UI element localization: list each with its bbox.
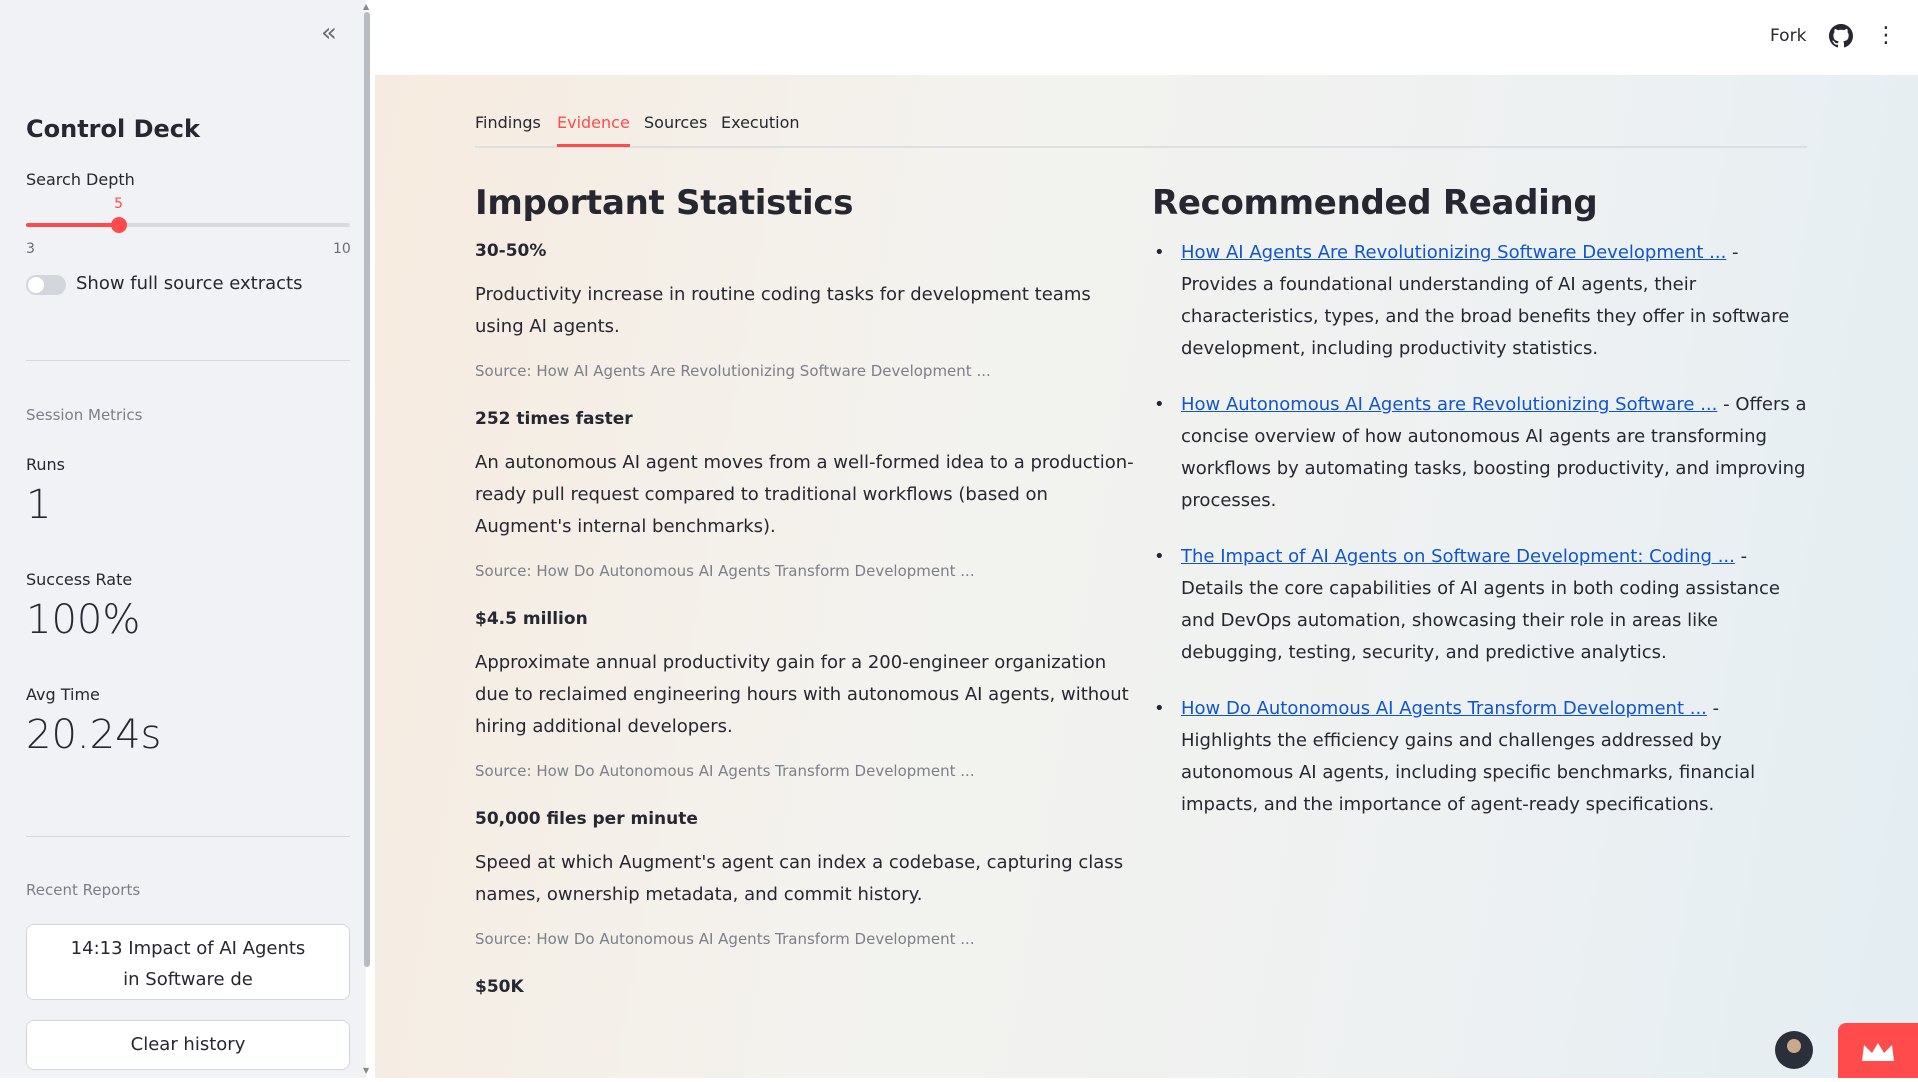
stat-item: [475, 405, 1135, 605]
reading-summary: - Offers a concise overview of how autonomous AI agents are transforming workflows by automating tasks, boosting productivity, and improving processes.: [1181, 394, 1807, 511]
stat-description: Speed at which Augment's agent can index a codebase, capturing class names, ownership metadata, and commit history.: [475, 852, 1124, 905]
metric-success-value: 100%: [26, 597, 141, 643]
kebab-menu-icon[interactable]: ⋮: [1875, 23, 1897, 48]
reading-link[interactable]: The Impact of AI Agents on Software Development: Coding ...: [1181, 546, 1735, 567]
tab-evidence[interactable]: Evidence: [557, 113, 630, 147]
stat-value: $50K: [475, 977, 524, 997]
tab-bar: [475, 113, 1807, 148]
scroll-down-icon[interactable]: ▼: [363, 1066, 370, 1075]
stat-source: Source: How AI Agents Are Revolutionizing Software Development ...: [475, 362, 991, 380]
bullet-icon: •: [1154, 546, 1165, 567]
stat-value: $4.5 million: [475, 609, 588, 629]
stat-item: [475, 805, 1135, 973]
stat-item: [475, 237, 1135, 405]
fork-button[interactable]: Fork: [1770, 26, 1807, 46]
reading-list: [1152, 237, 1812, 821]
metric-runs-value: 1: [26, 482, 52, 528]
full-extracts-toggle[interactable]: [26, 275, 66, 295]
double-chevron-left-icon[interactable]: «: [321, 18, 337, 48]
list-item: [1152, 237, 1812, 365]
slider-min-label: 3: [26, 241, 35, 257]
bullet-icon: •: [1154, 394, 1165, 415]
recent-report-button[interactable]: 14:13 Impact of AI Agents in Software de: [26, 924, 350, 1000]
reading-summary: - Highlights the efficiency gains and challenges addressed by autonomous AI agents, including specific benchmarks, financial impacts, and the importance of agent-ready specifications.: [1181, 698, 1756, 815]
search-depth-label: Search Depth: [26, 170, 135, 189]
statistics-heading: Important Statistics: [475, 183, 854, 223]
stat-value: 252 times faster: [475, 409, 633, 429]
stat-description: Productivity increase in routine coding tasks for development teams using AI agents.: [475, 284, 1091, 337]
sidebar-divider: [26, 360, 350, 361]
stat-value: 50,000 files per minute: [475, 809, 698, 829]
sidebar-divider: [26, 836, 350, 837]
recent-reports-caption: Recent Reports: [26, 881, 141, 899]
stat-description: An autonomous AI agent moves from a well-formed idea to a production-ready pull request compared to traditional workflows (based on Augment's internal benchmarks).: [475, 452, 1134, 537]
slider-fill: [26, 223, 119, 227]
github-icon[interactable]: [1829, 24, 1853, 48]
top-header: [375, 0, 1918, 75]
reading-heading: Recommended Reading: [1152, 183, 1598, 223]
search-depth-value: 5: [114, 196, 124, 212]
reading-link[interactable]: How Do Autonomous AI Agents Transform Development ...: [1181, 698, 1707, 719]
sidebar-scrollbar[interactable]: [363, 0, 371, 1078]
slider-max-label: 10: [333, 241, 351, 257]
bullet-icon: •: [1154, 242, 1165, 263]
scrollbar-thumb[interactable]: [364, 12, 370, 967]
list-item: [1152, 389, 1812, 517]
full-extracts-toggle-label: Show full source extracts: [76, 273, 303, 294]
stat-item: [475, 973, 1135, 1015]
metric-success-label: Success Rate: [26, 570, 133, 589]
reading-link[interactable]: How Autonomous AI Agents are Revolutionizing Software ...: [1181, 394, 1718, 415]
crown-icon[interactable]: [1838, 1023, 1918, 1078]
statistics-column: [475, 183, 1135, 1015]
sidebar-title: Control Deck: [26, 115, 200, 143]
stat-source: Source: How Do Autonomous AI Agents Transform Development ...: [475, 930, 975, 948]
list-item: [1152, 541, 1812, 669]
list-item: [1152, 693, 1812, 821]
clear-history-button[interactable]: Clear history: [26, 1020, 350, 1070]
reading-summary: - Provides a foundational understanding of AI agents, their characteristics, types, and the broad benefits they offer in software development, including productivity statistics.: [1181, 242, 1790, 359]
sidebar: [0, 0, 370, 1078]
tab-sources[interactable]: Sources: [644, 113, 708, 132]
crown-icon-svg: [1838, 1023, 1918, 1078]
main-content: [375, 75, 1918, 1078]
metric-runs-label: Runs: [26, 455, 66, 474]
slider-handle[interactable]: [111, 217, 127, 233]
stat-item: [475, 605, 1135, 805]
bullet-icon: •: [1154, 698, 1165, 719]
session-metrics-caption: Session Metrics: [26, 406, 143, 424]
stat-source: Source: How Do Autonomous AI Agents Transform Development ...: [475, 762, 975, 780]
stat-description: Approximate annual productivity gain for a 200-engineer organization due to reclaimed engineering hours with autonomous AI agents, without hiring additional developers.: [475, 652, 1129, 737]
tab-execution[interactable]: Execution: [721, 113, 800, 132]
reading-column: [1152, 183, 1812, 845]
metric-avgtime-label: Avg Time: [26, 685, 100, 704]
search-depth-slider[interactable]: [26, 223, 350, 227]
scroll-up-icon[interactable]: ▲: [363, 2, 370, 11]
metric-avgtime-value: 20.24s: [26, 712, 162, 758]
reading-link[interactable]: How AI Agents Are Revolutionizing Software Development ...: [1181, 242, 1727, 263]
stat-source: Source: How Do Autonomous AI Agents Transform Development ...: [475, 562, 975, 580]
tab-findings[interactable]: Findings: [475, 113, 541, 132]
reading-summary: - Details the core capabilities of AI agents in both coding assistance and DevOps automation, showcasing their role in areas like debugging, testing, security, and predictive analytics.: [1181, 546, 1780, 663]
stat-value: 30-50%: [475, 241, 547, 261]
user-avatar-icon[interactable]: [1775, 1031, 1813, 1069]
